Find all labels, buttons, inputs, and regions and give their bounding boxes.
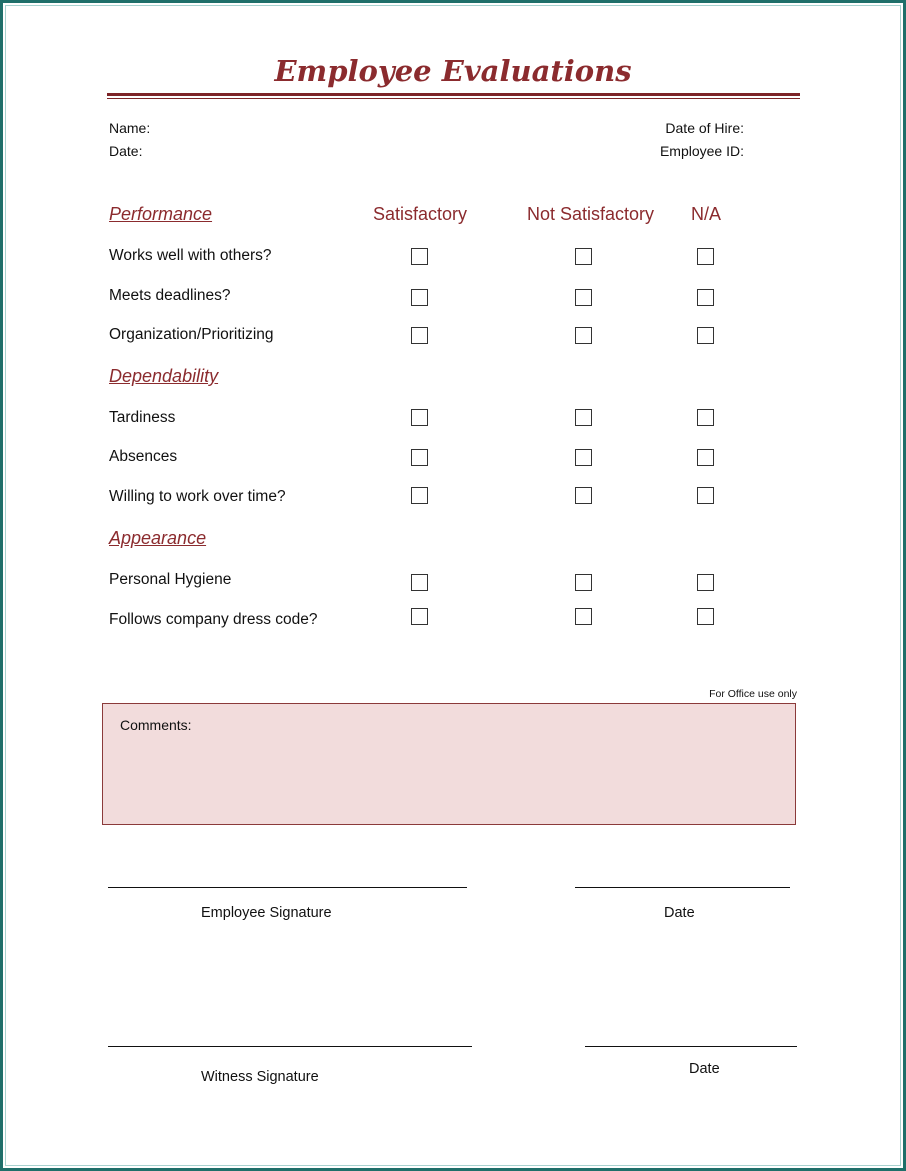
- section-heading-appearance: Appearance: [109, 528, 207, 548]
- checkbox-not-satisfactory[interactable]: [575, 409, 592, 426]
- checkbox-na[interactable]: [697, 409, 714, 426]
- checkbox-satisfactory[interactable]: [411, 449, 428, 466]
- section-heading-dependability: Dependability: [109, 366, 219, 386]
- checkbox-satisfactory[interactable]: [411, 248, 428, 265]
- question-dress-code: Follows company dress code?: [109, 611, 318, 628]
- question-organization: Organization/Prioritizing: [109, 326, 274, 343]
- checkbox-satisfactory[interactable]: [411, 409, 428, 426]
- checkbox-not-satisfactory[interactable]: [575, 574, 592, 591]
- column-not-satisfactory: Not Satisfactory: [527, 204, 655, 224]
- employee-signature-label: Employee Signature: [201, 905, 332, 921]
- question-overtime: Willing to work over time?: [109, 488, 286, 505]
- checkbox-not-satisfactory[interactable]: [575, 289, 592, 306]
- checkbox-na[interactable]: [697, 487, 714, 504]
- question-meets-deadlines: Meets deadlines?: [109, 287, 231, 304]
- employee-id-label: Employee ID:: [659, 143, 744, 159]
- checkbox-satisfactory[interactable]: [411, 574, 428, 591]
- checkbox-na[interactable]: [697, 327, 714, 344]
- employee-date-label: Date: [664, 905, 695, 921]
- comments-label: Comments:: [120, 717, 192, 733]
- date-label: Date:: [109, 143, 143, 159]
- checkbox-not-satisfactory[interactable]: [575, 487, 592, 504]
- section-heading-performance: Performance: [109, 204, 213, 224]
- checkbox-not-satisfactory[interactable]: [575, 449, 592, 466]
- witness-signature-line[interactable]: [108, 1046, 472, 1047]
- checkbox-not-satisfactory[interactable]: [575, 248, 592, 265]
- witness-signature-label: Witness Signature: [201, 1069, 319, 1085]
- column-satisfactory: Satisfactory: [373, 204, 468, 224]
- checkbox-satisfactory[interactable]: [411, 289, 428, 306]
- checkbox-satisfactory[interactable]: [411, 327, 428, 344]
- question-absences: Absences: [109, 448, 178, 465]
- checkbox-na[interactable]: [697, 289, 714, 306]
- question-hygiene: Personal Hygiene: [109, 571, 232, 588]
- question-works-well: Works well with others?: [109, 247, 272, 264]
- office-use-note: For Office use only: [709, 688, 797, 700]
- checkbox-not-satisfactory[interactable]: [575, 327, 592, 344]
- title-rule-thick: [107, 93, 800, 96]
- page-title: Employee Evaluations: [274, 54, 632, 88]
- employee-signature-line[interactable]: [108, 887, 467, 888]
- comments-box[interactable]: [102, 703, 796, 825]
- name-label: Name:: [109, 120, 151, 136]
- witness-date-line[interactable]: [585, 1046, 797, 1047]
- witness-date-label: Date: [689, 1061, 720, 1077]
- employee-date-line[interactable]: [575, 887, 790, 888]
- checkbox-na[interactable]: [697, 608, 714, 625]
- checkbox-satisfactory[interactable]: [411, 487, 428, 504]
- checkbox-not-satisfactory[interactable]: [575, 608, 592, 625]
- question-tardiness: Tardiness: [109, 409, 176, 426]
- date-of-hire-label: Date of Hire:: [665, 120, 744, 136]
- checkbox-na[interactable]: [697, 248, 714, 265]
- title-rule-thin: [107, 98, 800, 99]
- checkbox-na[interactable]: [697, 574, 714, 591]
- checkbox-satisfactory[interactable]: [411, 608, 428, 625]
- checkbox-na[interactable]: [697, 449, 714, 466]
- column-na: N/A: [691, 204, 722, 224]
